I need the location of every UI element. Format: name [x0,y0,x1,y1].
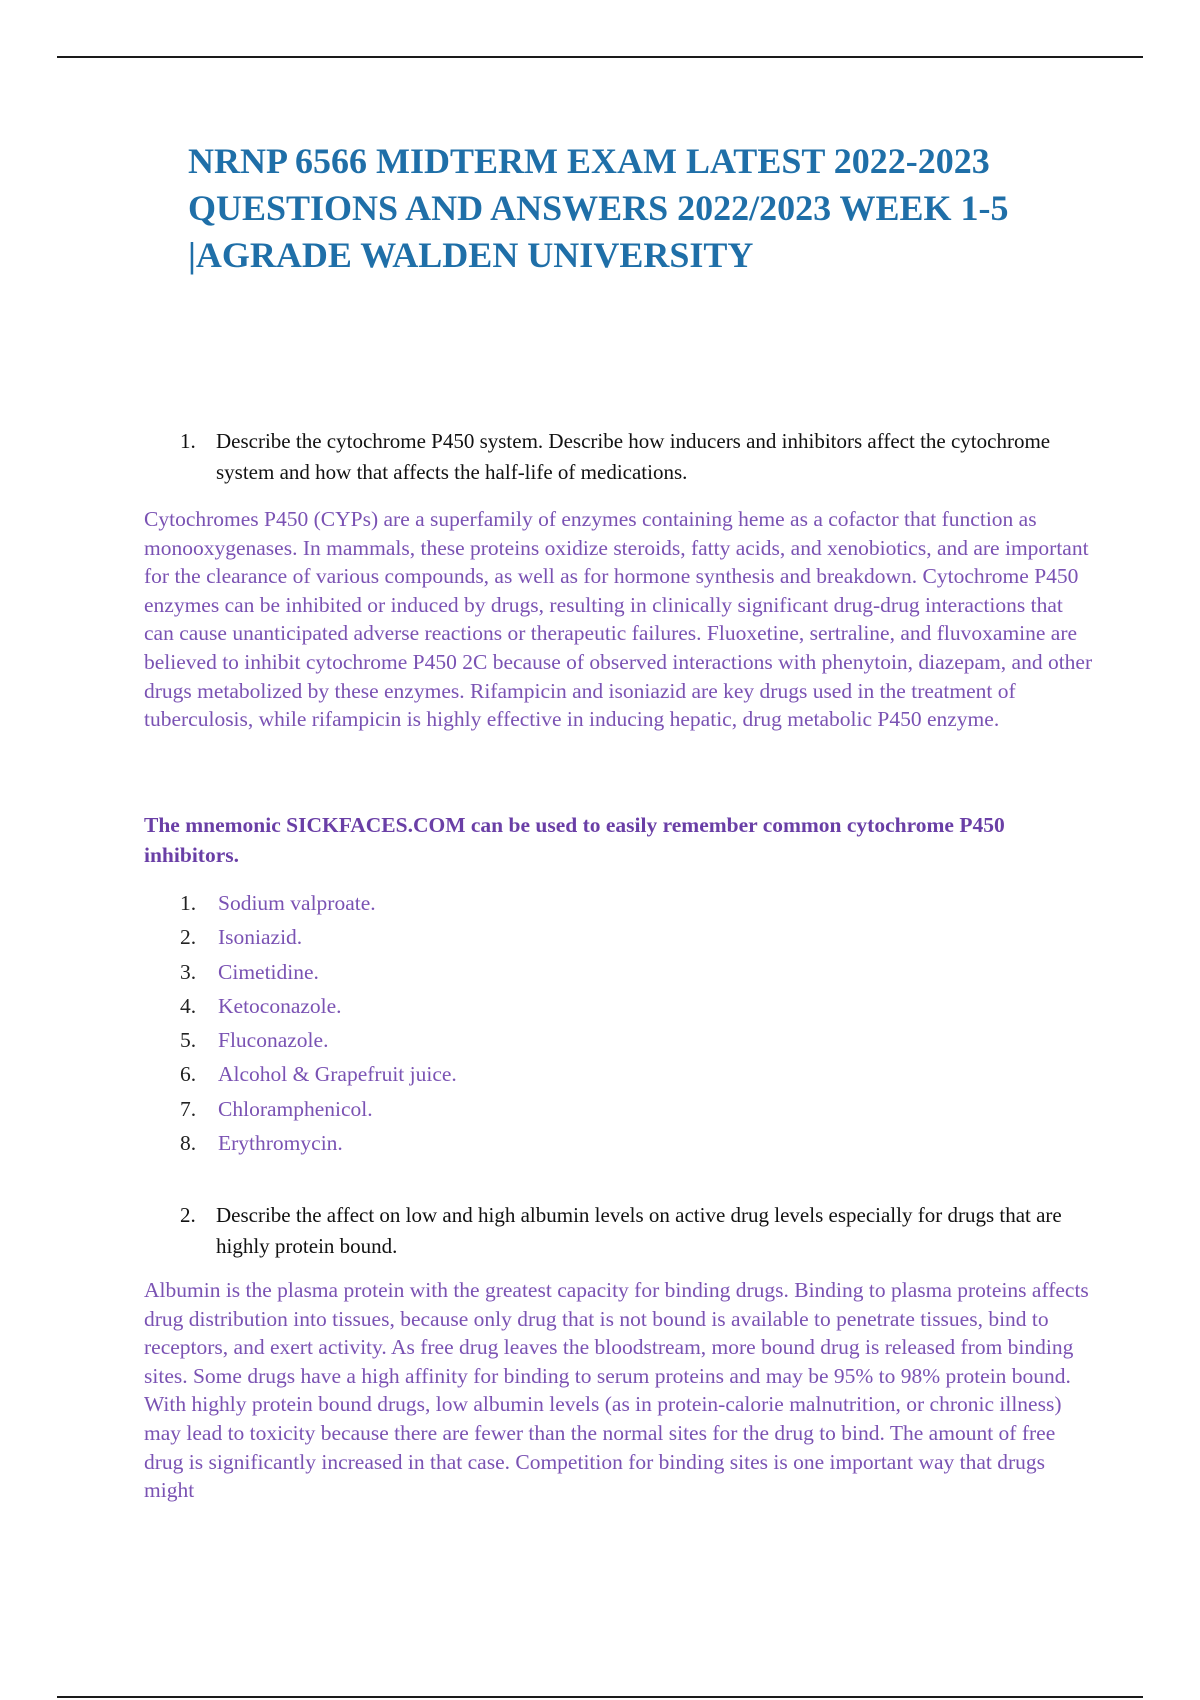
top-rule [57,56,1143,58]
answer-1: Cytochromes P450 (CYPs) are a superfamily of enzymes containing heme as a cofactor that function as monooxygenases. In mammals, these proteins oxidize steroids, fatty acids, and xenobiotics, and are important for the clearance of various compounds, as well as for hormone synthesis and breakdown. Cytochrome P450 enzymes can be inhibited or induced by drugs, resulting in clinically significant drug-drug interactions that can cause unanticipated adverse reactions or therapeutic failures. Fluoxetine, sertraline, and fluvoxamine are believed to inhibit cytochrome P450 2C because of observed interactions with phenytoin, diazepam, and other drugs metabolized by these enzymes. Rifampicin and isoniazid are key drugs used in the treatment of tuberculosis, while rifampicin is highly effective in inducing hepatic, drug metabolic P450 enzyme. [144,507,1093,732]
list-item: 4. Ketoconazole. [180,993,342,1018]
question-text: Describe the affect on low and high albumin levels on active drug levels especially for drugs that are highly protein bound. [216,1203,1062,1258]
answer-2: Albumin is the plasma protein with the greatest capacity for binding drugs. Binding to plasma proteins affects drug distribution into tissues, because only drug that is not bound is available to penetrate tissues, bind to receptors, and exert activity. As free drug leaves the bloodstream, more bound drug is released from binding sites. Some drugs have a high affinity for binding to serum proteins and may be 95% to 98% protein bound. With highly protein bound drugs, low albumin levels (as in protein-calorie malnutrition, or chronic illness) may lead to toxicity because there are fewer than the normal sites for the drug to bind. The amount of free drug is significantly increased in that case. Competition for binding sites is one important way that drugs might [144,1278,1089,1503]
list-item: 7. Chloramphenicol. [180,1096,373,1121]
list-item: 3. Cimetidine. [180,959,319,984]
question-1 [180,426,1080,488]
bottom-rule [57,1696,1143,1698]
list-item: 5. Fluconazole. [180,1028,329,1053]
question-number: 2. [180,1203,196,1227]
question-2 [180,1200,1080,1262]
list-item: 6. Alcohol & Grapefruit juice. [180,1062,457,1087]
inhibitor-list [180,886,780,1160]
list-item: 1. Sodium valproate. [180,891,376,915]
list-item: 2. Isoniazid. [180,925,303,950]
document-title: NRNP 6566 MIDTERM EXAM LATEST 2022-2023 QUESTIONS AND ANSWERS 2022/2023 WEEK 1-5 |AGRADE WALDEN UNIVERSITY [188,141,1009,275]
question-text: Describe the cytochrome P450 system. Describe how inducers and inhibitors affect the cytochrome system and how that affects the half-life of medications. [216,429,1051,484]
list-item: 8. Erythromycin. [180,1131,343,1156]
mnemonic-heading: The mnemonic SICKFACES.COM can be used to easily remember common cytochrome P450 inhibitors. [144,813,1005,867]
question-number: 1. [180,429,196,453]
